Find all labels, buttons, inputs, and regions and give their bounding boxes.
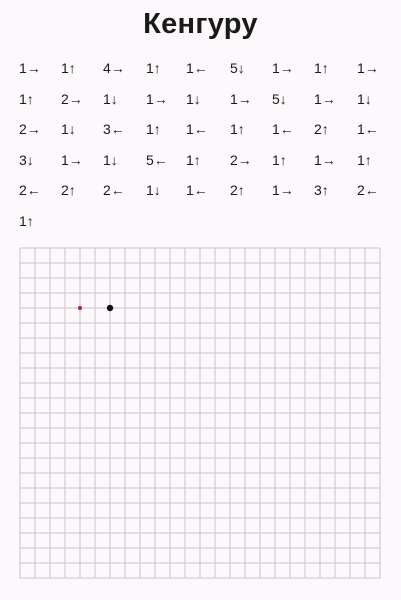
command-item: 4→ bbox=[103, 60, 125, 76]
command-item: 1↓ bbox=[186, 90, 201, 107]
command-item: 1← bbox=[357, 121, 379, 137]
command-item: 1← bbox=[272, 121, 294, 137]
command-item: 2↑ bbox=[314, 121, 329, 137]
command-item: 1→ bbox=[19, 60, 41, 76]
command-item: 1↑ bbox=[314, 60, 329, 76]
command-item: 1← bbox=[186, 60, 208, 76]
command-item: 5↓ bbox=[272, 90, 287, 107]
command-item: 3↓ bbox=[19, 151, 34, 168]
command-item: 3← bbox=[103, 121, 125, 137]
command-item: 2← bbox=[357, 182, 379, 198]
command-item: 1↑ bbox=[357, 151, 372, 168]
command-item: 1↑ bbox=[230, 121, 245, 137]
red-start-dot bbox=[78, 306, 82, 310]
command-item: 1↓ bbox=[357, 90, 372, 107]
command-item: 1↑ bbox=[146, 121, 161, 137]
command-item: 1↓ bbox=[61, 121, 76, 137]
command-item: 1→ bbox=[314, 90, 336, 107]
command-item: 3↑ bbox=[314, 182, 329, 198]
black-start-dot bbox=[107, 305, 113, 311]
command-item: 1→ bbox=[272, 182, 294, 198]
command-item: 2→ bbox=[230, 151, 252, 168]
command-item: 1→ bbox=[314, 151, 336, 168]
command-item: 1↑ bbox=[19, 90, 34, 107]
command-item: 1↓ bbox=[146, 182, 161, 198]
command-item: 1↓ bbox=[103, 151, 118, 168]
command-item: 1↑ bbox=[272, 151, 287, 168]
page-title: Кенгуру bbox=[143, 8, 258, 40]
command-item: 1→ bbox=[357, 60, 379, 76]
command-item: 2↑ bbox=[230, 182, 245, 198]
command-item: 2← bbox=[19, 182, 41, 198]
command-item: 2↑ bbox=[61, 182, 76, 198]
command-item: 1↓ bbox=[103, 90, 118, 107]
command-item: 1↑ bbox=[61, 60, 76, 76]
command-item: 1→ bbox=[230, 90, 252, 107]
command-item: 1→ bbox=[272, 60, 294, 76]
command-item: 5↓ bbox=[230, 60, 245, 76]
command-item: 2→ bbox=[61, 90, 83, 107]
command-item: 1← bbox=[186, 121, 208, 137]
command-item: 2← bbox=[103, 182, 125, 198]
command-item: 5← bbox=[146, 151, 168, 168]
command-item: 1↑ bbox=[186, 151, 201, 168]
command-item: 1↑ bbox=[19, 212, 34, 229]
command-item: 1→ bbox=[146, 90, 168, 107]
command-item: 1↑ bbox=[146, 60, 161, 76]
command-item: 2→ bbox=[19, 121, 41, 137]
command-item: 1→ bbox=[61, 151, 83, 168]
command-item: 1← bbox=[186, 182, 208, 198]
